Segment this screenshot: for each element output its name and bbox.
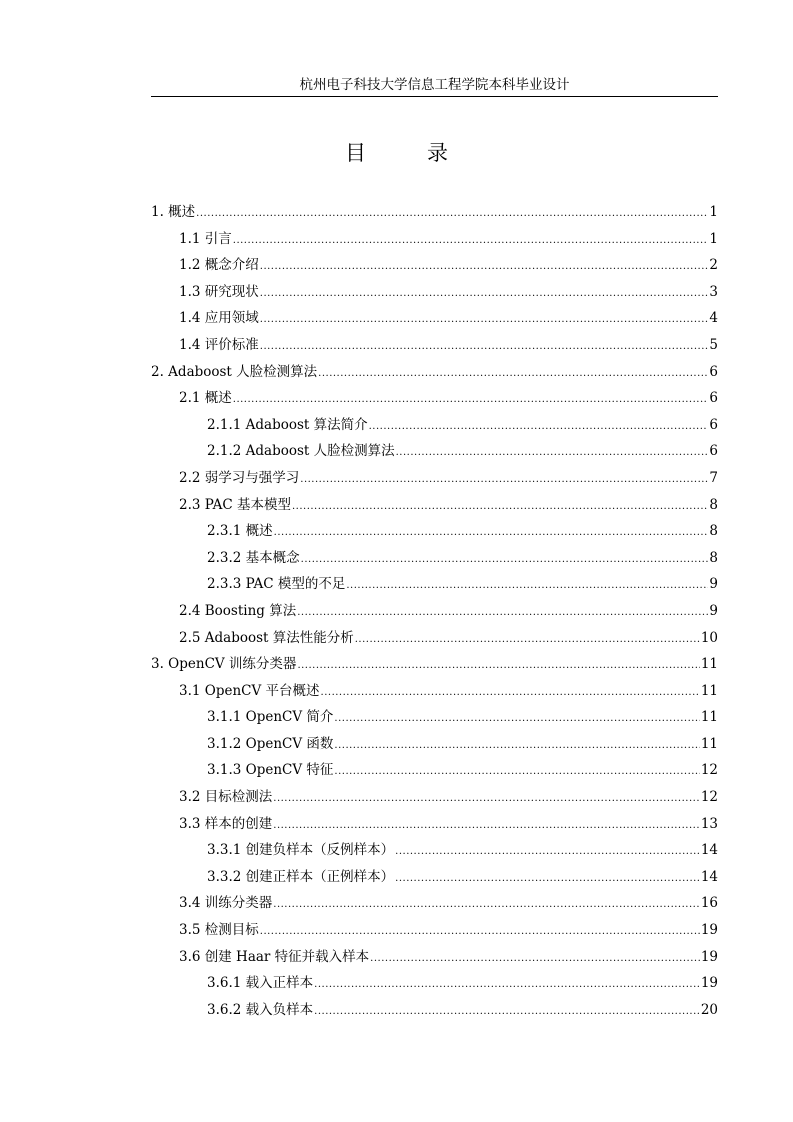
toc-entry[interactable] xyxy=(151,864,718,891)
toc-entry-page: 1 xyxy=(709,204,718,220)
toc-entry-page: 6 xyxy=(709,443,718,460)
toc-entry-page: 6 xyxy=(709,416,718,433)
toc-leader-dots xyxy=(260,334,709,361)
toc-entry[interactable] xyxy=(151,465,718,492)
toc-entry-page: 9 xyxy=(709,576,718,593)
toc-entry-label: 1.4 评价标准 xyxy=(179,336,259,353)
toc-leader-dots xyxy=(396,440,709,467)
toc-entry-page: 19 xyxy=(700,975,718,992)
toc-entry-page: 6 xyxy=(709,390,718,407)
toc-entry[interactable] xyxy=(151,625,718,652)
toc-leader-dots xyxy=(273,892,700,919)
toc-leader-dots xyxy=(292,494,708,521)
toc-entry[interactable] xyxy=(151,492,718,519)
toc-leader-dots xyxy=(297,653,699,680)
toc-entry-page: 8 xyxy=(709,496,718,513)
toc-entry[interactable] xyxy=(151,944,718,971)
toc-entry-page: 8 xyxy=(709,523,718,540)
toc-entry[interactable] xyxy=(151,305,718,332)
toc-leader-dots xyxy=(334,733,699,760)
toc-entry-page: 12 xyxy=(700,762,718,779)
toc-entry[interactable] xyxy=(151,199,718,226)
toc-entry-label: 2. Adaboost 人脸检测算法 xyxy=(151,363,318,380)
toc-entry[interactable] xyxy=(151,571,718,598)
toc-entry[interactable] xyxy=(151,811,718,838)
toc-entry-page: 1 xyxy=(709,230,718,247)
toc-entry-label: 1. 概述 xyxy=(151,204,196,220)
toc-entry-label: 3.6.2 载入负样本 xyxy=(207,1001,314,1018)
toc-entry-page: 12 xyxy=(700,789,718,806)
toc-entry[interactable] xyxy=(151,518,718,545)
toc-entry[interactable] xyxy=(151,970,718,997)
toc-entry-label: 2.1.2 Adaboost 人脸检测算法 xyxy=(207,443,395,460)
toc-entry[interactable] xyxy=(151,412,718,439)
toc-entry-page: 11 xyxy=(700,735,718,752)
toc-leader-dots xyxy=(334,759,699,786)
toc-entry-label: 3.3 样本的创建 xyxy=(179,815,273,832)
toc-entry-label: 3.4 训练分类器 xyxy=(179,895,273,912)
toc-leader-dots xyxy=(233,228,709,255)
toc-entry[interactable] xyxy=(151,279,718,306)
toc-leader-dots xyxy=(370,946,700,973)
toc-entry-label: 1.1 引言 xyxy=(179,230,232,247)
toc-entry-page: 20 xyxy=(700,1001,718,1018)
toc-entry-page: 5 xyxy=(709,336,718,353)
toc-entry[interactable] xyxy=(151,545,718,572)
toc-leader-dots xyxy=(334,706,699,733)
toc-entry[interactable] xyxy=(151,890,718,917)
toc-entry-page: 13 xyxy=(700,815,718,832)
toc-entry-page: 2 xyxy=(709,257,718,274)
toc-entry[interactable] xyxy=(151,651,718,678)
running-header: 杭州电子科技大学信息工程学院本科毕业设计 xyxy=(299,77,570,93)
toc-entry[interactable] xyxy=(151,757,718,784)
toc-leader-dots xyxy=(297,600,708,627)
toc-entry-label: 1.3 研究现状 xyxy=(179,283,259,300)
toc-leader-dots xyxy=(260,919,700,946)
toc-entry-page: 19 xyxy=(700,948,718,965)
toc-entry[interactable] xyxy=(151,385,718,412)
toc-entry[interactable] xyxy=(151,784,718,811)
toc-entry-label: 3.1.2 OpenCV 函数 xyxy=(207,735,334,752)
toc-entry[interactable] xyxy=(151,438,718,465)
toc-entry-label: 2.5 Adaboost 算法性能分析 xyxy=(179,629,354,646)
toc-entry-page: 11 xyxy=(700,709,718,726)
toc-leader-dots xyxy=(314,972,700,999)
toc-leader-dots xyxy=(321,680,700,707)
toc-entry-page: 16 xyxy=(700,895,718,912)
toc-entry-label: 3.1.3 OpenCV 特征 xyxy=(207,762,334,779)
toc-leader-dots xyxy=(260,281,709,308)
toc-entry-label: 3.1 OpenCV 平台概述 xyxy=(179,682,320,699)
toc-leader-dots xyxy=(314,999,700,1026)
toc-entry[interactable] xyxy=(151,997,718,1024)
toc-leader-dots xyxy=(273,786,700,813)
toc-entry-page: 14 xyxy=(700,842,718,859)
toc-entry-page: 7 xyxy=(709,469,718,486)
toc-leader-dots xyxy=(273,813,700,840)
toc-leader-dots xyxy=(369,414,709,441)
toc-entry-label: 3.6 创建 Haar 特征并载入样本 xyxy=(179,948,370,965)
toc-entry-label: 2.3.2 基本概念 xyxy=(207,549,300,566)
toc-entry-label: 3.1.1 OpenCV 简介 xyxy=(207,709,334,726)
toc-leader-dots xyxy=(318,361,708,388)
toc-entry-label: 2.3.1 概述 xyxy=(207,523,273,540)
toc-leader-dots xyxy=(196,201,708,228)
toc-entry-page: 3 xyxy=(709,283,718,300)
toc-entry-label: 1.4 应用领域 xyxy=(179,310,259,327)
toc-entry-label: 3.6.1 载入正样本 xyxy=(207,975,314,992)
toc-entry-label: 2.2 弱学习与强学习 xyxy=(179,469,300,486)
toc-leader-dots xyxy=(395,839,700,866)
toc-leader-dots xyxy=(233,387,709,414)
toc-entry[interactable] xyxy=(151,359,718,386)
toc-entry-label: 2.1.1 Adaboost 算法简介 xyxy=(207,416,368,433)
toc-entry-page: 19 xyxy=(700,922,718,939)
toc-entry[interactable] xyxy=(151,226,718,253)
toc-leader-dots xyxy=(395,866,700,893)
toc-entry[interactable] xyxy=(151,704,718,731)
toc-entry[interactable] xyxy=(151,731,718,758)
toc-entry[interactable] xyxy=(151,678,718,705)
header-rule xyxy=(151,96,718,97)
table-of-contents xyxy=(151,199,718,1023)
toc-leader-dots xyxy=(301,547,709,574)
toc-entry-label: 2.3 PAC 基本模型 xyxy=(179,496,291,513)
toc-entry-label: 3.5 检测目标 xyxy=(179,922,259,939)
toc-entry[interactable] xyxy=(151,917,718,944)
toc-leader-dots xyxy=(260,254,709,281)
toc-entry-label: 3. OpenCV 训练分类器 xyxy=(151,656,297,673)
toc-entry-label: 3.3.2 创建正样本（正例样本） xyxy=(207,868,395,885)
toc-entry-page: 10 xyxy=(700,629,718,646)
toc-entry[interactable] xyxy=(151,837,718,864)
toc-entry[interactable] xyxy=(151,332,718,359)
toc-entry-page: 11 xyxy=(700,656,718,673)
toc-entry[interactable] xyxy=(151,252,718,279)
toc-entry-page: 14 xyxy=(700,868,718,885)
toc-entry-page: 9 xyxy=(709,602,718,619)
toc-entry-page: 4 xyxy=(709,310,718,327)
toc-title: 目 录 xyxy=(345,141,468,165)
toc-entry-label: 1.2 概念介绍 xyxy=(179,257,259,274)
toc-entry-page: 6 xyxy=(709,363,718,380)
toc-entry-page: 11 xyxy=(700,682,718,699)
toc-entry-label: 3.3.1 创建负样本（反例样本） xyxy=(207,842,395,859)
toc-leader-dots xyxy=(346,573,708,600)
toc-leader-dots xyxy=(300,467,708,494)
toc-leader-dots xyxy=(355,627,700,654)
toc-entry-page: 8 xyxy=(709,549,718,566)
toc-entry-label: 2.3.3 PAC 模型的不足 xyxy=(207,576,346,593)
toc-leader-dots xyxy=(274,520,709,547)
toc-entry[interactable] xyxy=(151,598,718,625)
toc-entry-label: 3.2 目标检测法 xyxy=(179,789,273,806)
toc-entry-label: 2.4 Boosting 算法 xyxy=(179,602,297,619)
toc-leader-dots xyxy=(260,307,709,334)
toc-entry-label: 2.1 概述 xyxy=(179,390,232,407)
